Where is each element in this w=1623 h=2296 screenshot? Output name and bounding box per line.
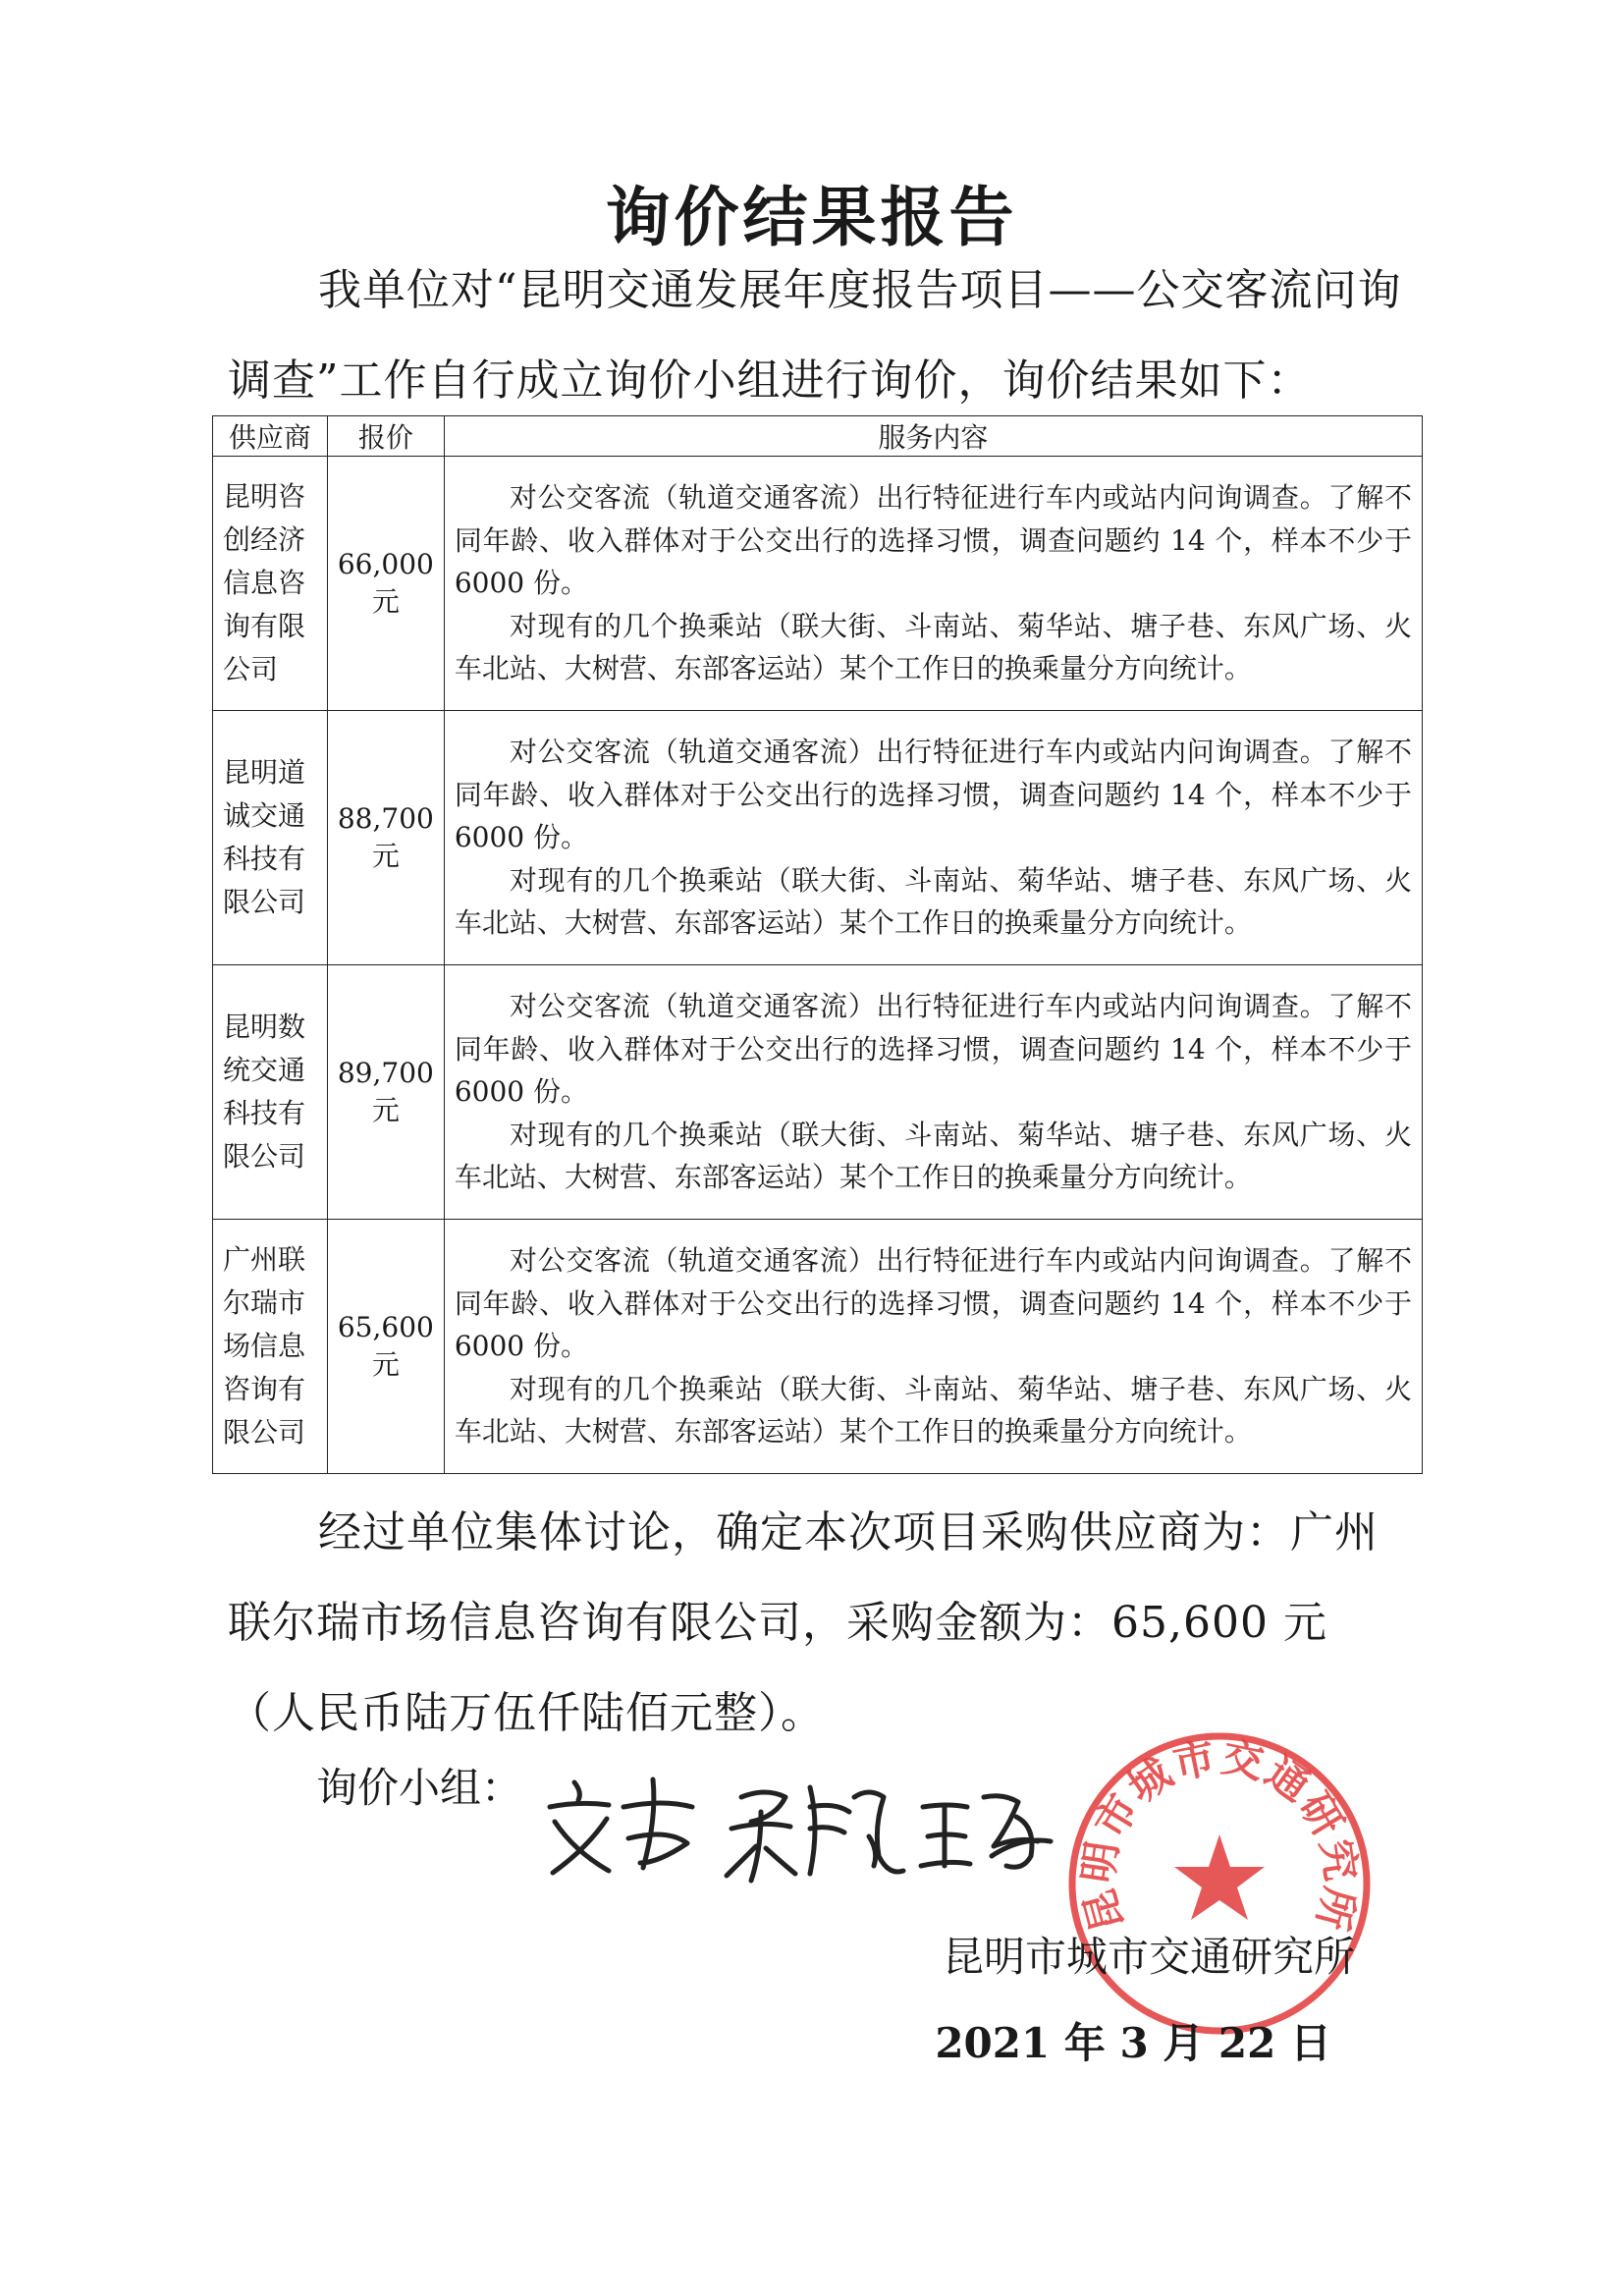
price-value: 66,000元: [327, 457, 444, 711]
price-value: 89,700元: [327, 965, 444, 1220]
service-paragraph: 对公交客流（轨道交通客流）出行特征进行车内或站内问询调查。了解不同年龄、收入群体对于公交出行的选择习惯，调查问题约 14 个，样本不少于 6000 份。: [454, 481, 1412, 600]
supplier-name: 昆明数统交通科技有限公司: [213, 965, 328, 1220]
conclusion-paragraph: 经过单位集体讨论，确定本次项目采购供应商为：广州联尔瑞市场信息咨询有限公司，采购金额为：65,600 元（人民币陆万伍仟陆佰元整）。: [228, 1507, 1379, 1738]
service-paragraph: 对公交客流（轨道交通客流）出行特征进行车内或站内问询调查。了解不同年龄、收入群体对于公交出行的选择习惯，调查问题约 14 个，样本不少于 6000 份。: [454, 736, 1412, 854]
header-supplier: 供应商: [213, 416, 328, 457]
price-value: 65,600元: [327, 1220, 444, 1474]
supplier-name: 广州联尔瑞市场信息咨询有限公司: [213, 1220, 328, 1474]
table-row: [213, 1220, 1423, 1474]
service-paragraph: 对现有的几个换乘站（联大街、斗南站、菊华站、塘子巷、东风广场、火车北站、大树营、东部客运站）某个工作日的换乘量分方向统计。: [454, 863, 1412, 940]
seal-text: 昆明市城市交通研究所: [1073, 1732, 1366, 1938]
table-row: [213, 457, 1423, 711]
quotation-table: [212, 415, 1423, 1474]
inquiry-group-label: 询价小组：: [316, 1764, 523, 1812]
service-content: [444, 965, 1422, 1220]
handwritten-signatures: [530, 1768, 1080, 1895]
supplier-name: 昆明道诚交通科技有限公司: [213, 711, 328, 965]
service-content: [444, 457, 1422, 711]
price-value: 88,700元: [327, 711, 444, 965]
service-paragraph: 对公交客流（轨道交通客流）出行特征进行车内或站内问询调查。了解不同年龄、收入群体对于公交出行的选择习惯，调查问题约 14 个，样本不少于 6000 份。: [454, 990, 1412, 1109]
table-row: [213, 965, 1423, 1220]
supplier-name: 昆明咨创经济信息咨询有限公司: [213, 457, 328, 711]
report-title: 询价结果报告: [605, 179, 1018, 255]
organization-name: 昆明市城市交通研究所: [942, 1933, 1355, 1981]
table-row: [213, 711, 1423, 965]
header-price: 报价: [327, 416, 444, 457]
intro-paragraph: 我单位对“昆明交通发展年度报告项目——公交客流问询调查”工作自行成立询价小组进行询价，询价结果如下：: [228, 265, 1402, 406]
service-paragraph: 对现有的几个换乘站（联大街、斗南站、菊华站、塘子巷、东风广场、火车北站、大树营、东部客运站）某个工作日的换乘量分方向统计。: [454, 609, 1412, 685]
report-date: 2021 年 3 月 22 日: [935, 2019, 1331, 2067]
service-paragraph: 对公交客流（轨道交通客流）出行特征进行车内或站内问询调查。了解不同年龄、收入群体对于公交出行的选择习惯，调查问题约 14 个，样本不少于 6000 份。: [454, 1244, 1412, 1363]
header-service: 服务内容: [444, 416, 1422, 457]
service-content: [444, 711, 1422, 965]
service-paragraph: 对现有的几个换乘站（联大街、斗南站、菊华站、塘子巷、东风广场、火车北站、大树营、东部客运站）某个工作日的换乘量分方向统计。: [454, 1118, 1412, 1194]
service-paragraph: 对现有的几个换乘站（联大街、斗南站、菊华站、塘子巷、东风广场、火车北站、大树营、东部客运站）某个工作日的换乘量分方向统计。: [454, 1372, 1412, 1449]
official-seal: [1062, 1726, 1377, 2041]
service-content: [444, 1220, 1422, 1474]
table-header-row: [213, 416, 1423, 457]
